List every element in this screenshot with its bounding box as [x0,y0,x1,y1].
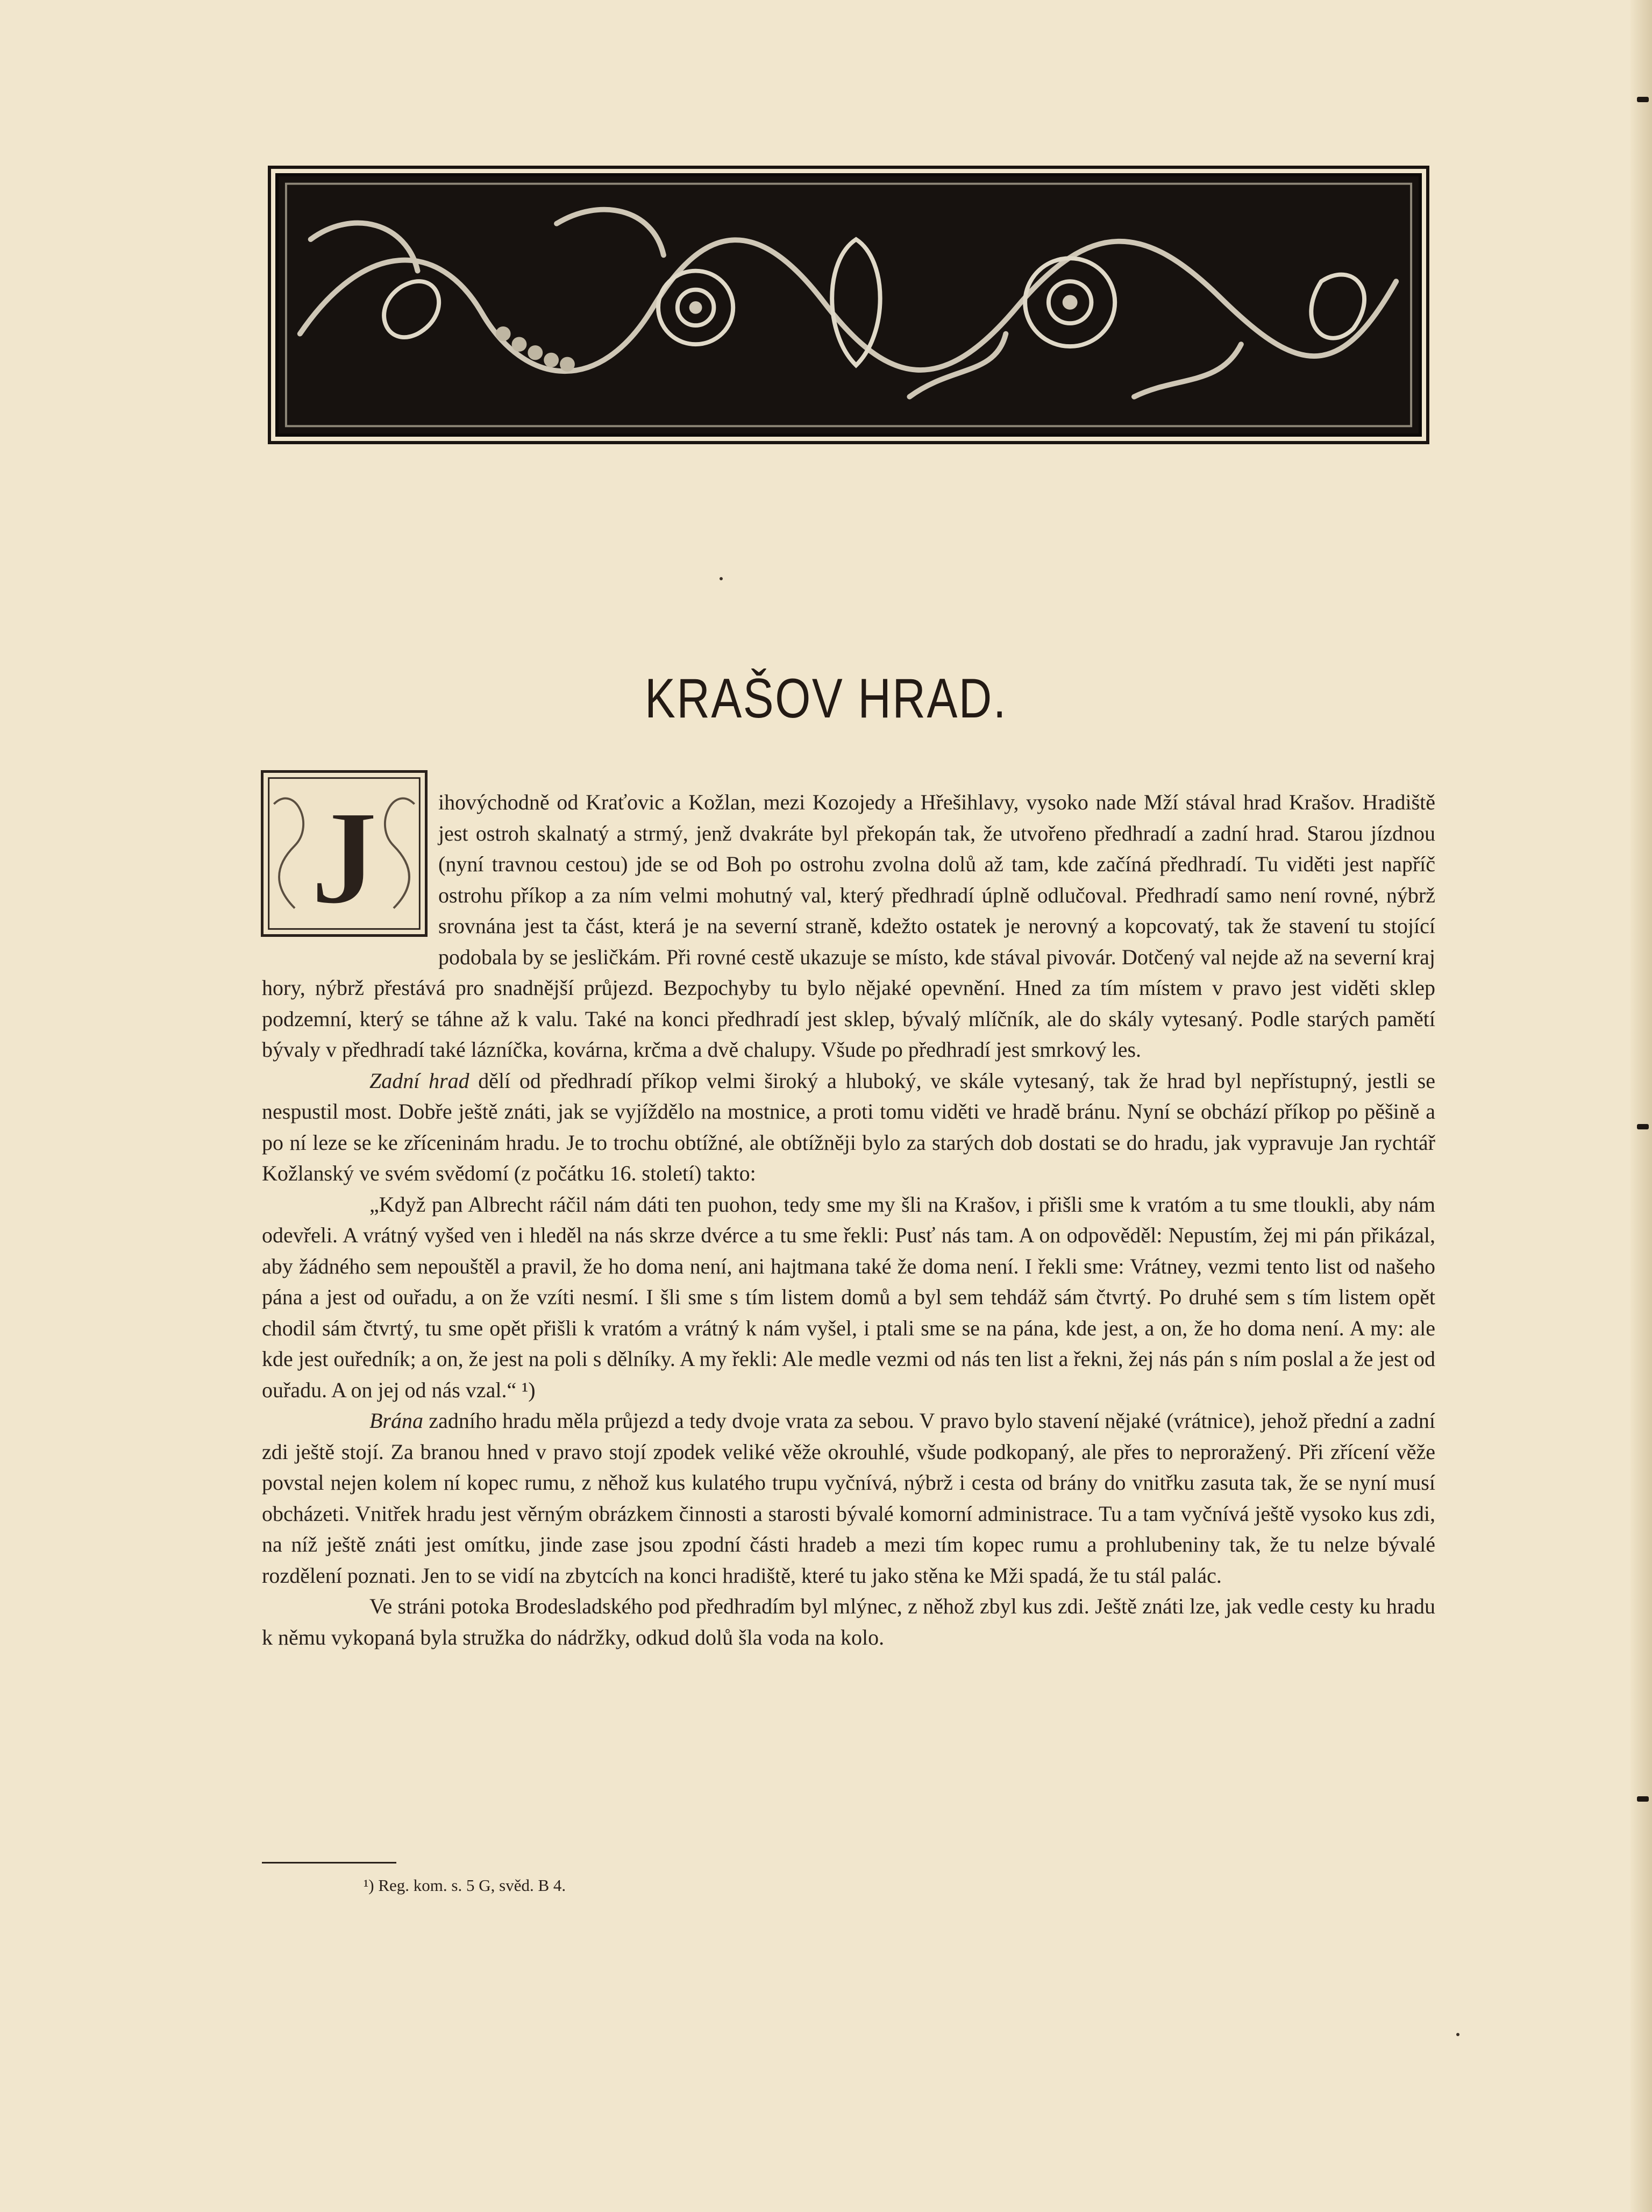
article-body [262,787,1435,1653]
paragraph: Zadní hrad dělí od předhradí příkop velmi široký a hluboký, ve skále vytesaný, tak že hrad byl nepřístupný, jestli se nespustil most. Dobře ještě znáti, jak se vyjíždělo na mostnice, a proti tomu viděti ve hradě bránu. Nyní se obchází příkop po pěšině a po ní leze se ke zříceninám hradu. Je to trochu obtížné, ale obtížněji bylo za starých dob dostati se do hradu, jak vypravuje Jan rychtář Kožlanský ve svém svědomí (z počátku 16. století) takto: [262,1068,1435,1185]
edge-mark [1637,1796,1649,1802]
footnote [364,1876,566,1895]
stray-mark [1456,2033,1459,2036]
paragraph: ihovýchodně od Kraťovic a Kožlan, mezi Kozojedy a Hřešihlavy, vysoko nade Mží stával hrad Krašov. Hradiště jest ostroh skalnatý a strmý, jenž dvakráte byl překopán tak, že utvořeno předhradí a zadní hrad. Starou jízdnou (nyní travnou cestou) jde se od Boh po ostrohu zvolna dolů až tam, kde začíná předhradí. Tu viděti jest napříč ostrohu příkop a za ním velmi mohutný val, který předhradí úplně odlučoval. Předhradí samo není rovné, nýbrž srovnána jest ta část, která je na severní straně, kdežto ostatek je nerovný a kopcovatý, tak že stavení tu stojící podobala by se jesličkám. Při rovné cestě ukazuje se místo, kde stával pivovár. Dotčený val nejde až na severní kraj hory, nýbrž přestává pro snadnější průjezd. Bezpochyby tu bylo nějaké opevnění. Hned za tím místem v pravo jest viděti sklep podzemní, který se táhne až k valu. Také na konci předhradí jest sklep, bývalý mlíčník, ale do skály vytesaný. Podle starých pamětí bývaly v předhradí také lázníčka, kovárna, krčma a dvě chalupy. Všude po předhradí jest smrkový les. [262,790,1435,1062]
footnote-text: Reg. kom. s. 5 G, svěd. B 4. [378,1876,566,1895]
ornamental-header-banner [275,173,1422,437]
quoted-testimony: „Když pan Albrecht ráčil nám dáti ten puohon, tedy sme my šli na Krašov, i přišli sme k vratóm a tu sme tloukli, aby nám odevřeli. A vrátný vyšed ven i hleděl na nás skrze dvérce a tu sme řekli: Pusť nás tam. A on odpověděl: Nepustím, žej mi pán přikázal, aby žádného sem nepouštěl a pravil, že ho doma není, ani hajtmana také že doma není. I řekli sme: Vrátney, vezmi tento list od našeho pána a jest od ouřadu, a on že vzíti nesmí. I šli sme s tím listem domů a byl sem tehdáž sám čtvrtý. Po druhé sem s tím listem opět chodil sám čtvrtý, tu sme opět přišli k vratóm a vrátný k nám vyšel, i ptali sme se na pána, kde jest, a on, že ho doma není. A my: ale kde jest ouředník; a on, že jest na poli s dělníky. A my řekli: Ale medle vezmi od nás ten list a řekni, žej nás pán s ním poslal a že jest od ouřadu. A on jej od nás vzal.“ ¹) [262,1192,1435,1402]
page-title: KRAŠOV HRAD. [644,667,1007,730]
svg-text:J: J [310,783,378,933]
edge-mark [1637,1124,1649,1129]
edge-mark [1637,97,1649,102]
footnote-rule [262,1862,396,1864]
paragraph: Ve stráni potoka Brodesladského pod předhradím byl mlýnec, z něhož zbyl kus zdi. Ještě znáti lze, jak vedle cesty ku hradu k němu vykopaná byla stružka do nádržky, odkud dolů šla voda na kolo. [262,1594,1435,1649]
floral-ornament-icon [279,176,1419,433]
stray-mark [720,577,723,580]
footnote-marker: ¹) [364,1876,374,1895]
page-edge [1630,0,1652,2212]
paragraph: Brána zadního hradu měla průjezd a tedy dvoje vrata za sebou. V pravo bylo stavení nějaké (vrátnice), jehož přední a zadní zdi ještě stojí. Za branou hned v pravo stojí zpodek veliké věže okrouhlé, všude podkopaný, ale přes to neproražený. Při zřícení věže povstal nejen kolem ní kopec rumu, z něhož kus kulatého trupu vyčnívá, nýbrž i cesta od brány do vnitřku zasuta tak, že se nyní musí obcházeti. Vnitřek hradu jest věrným obrázkem činnosti a starosti bývalé komorní administrace. Tu a tam vyčnívá ještě vysoko kus zdi, na níž ještě znáti jest omítku, jinde zase jsou zpodní části hradeb a mezi tím kopec rumu a prohlubeniny tak, že tu nelze bývalé rozdělení poznati. Jen to se vidí na zbytcích na konci hradiště, které tu jako stěna ke Mži spadá, že tu stál palác. [262,1409,1435,1588]
